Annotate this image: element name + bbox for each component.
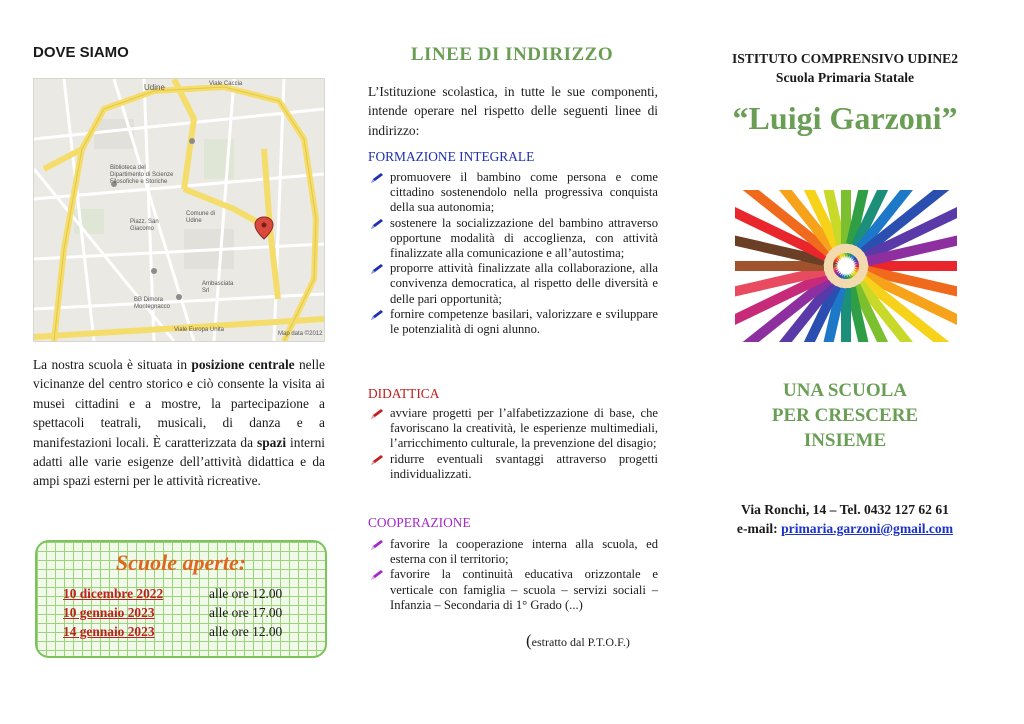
list-item-text: avviare progetti per l’alfabetizzazione di base, che favoriscano la creatività, le esperienze multimediali, l’arricchimento culturale, la prevenzione del disagio; bbox=[390, 406, 658, 451]
pencil-bullet-icon bbox=[370, 539, 384, 551]
slogan-line: INSIEME bbox=[803, 430, 887, 451]
address-phone: Via Ronchi, 14 – Tel. 0432 127 62 61 bbox=[741, 502, 949, 517]
ptof-footnote bbox=[526, 631, 630, 651]
map-label-via-europa: Viale Europa Unita bbox=[174, 327, 224, 333]
open-days-title: Scuole aperte: bbox=[115, 550, 247, 575]
guidelines-heading: LINEE DI INDIRIZZO bbox=[410, 44, 614, 65]
open-day-date: 10 dicembre 2022 bbox=[63, 586, 164, 601]
map-label-comune: Comune di Udine bbox=[186, 211, 216, 224]
intro-bold-2: spazi bbox=[257, 434, 287, 450]
pencil-bullet-icon bbox=[370, 263, 384, 275]
open-day-date: 10 gennaio 2023 bbox=[63, 605, 155, 620]
pencil-bullet-icon bbox=[370, 309, 384, 321]
map-label-piazza: Piazz. San Giacomo bbox=[130, 219, 159, 232]
list-item-text: proporre attività finalizzate alla collaborazione, alla convivenza democratica, al rispetto delle diversità e delle pari opportunità; bbox=[390, 261, 658, 306]
map-label-biblioteca: Biblioteca del Dipartimento di Scienze Filosofiche e Storiche bbox=[110, 165, 174, 185]
list-item-text: favorire la cooperazione interna alla scuola, ed esterna con il territorio; bbox=[390, 537, 658, 567]
guidelines-intro: L’Istituzione scolastica, in tutte le sue componenti, intende operare nel rispetto delle seguenti linee di indirizzo: bbox=[368, 84, 658, 138]
slogan bbox=[690, 378, 1000, 453]
intro-bold-1: posizione centrale bbox=[191, 357, 295, 372]
list-item-text: fornire competenze basilari, valorizzare e sviluppare le potenzialità di ogni alunno. bbox=[390, 306, 658, 337]
list-item-text: favorire la continuità educativa orizzontale e verticale con famiglia – scuola – servizi sociali – Infanzia – Secondaria di 1° Grado (...) bbox=[390, 567, 658, 612]
section-title-didattica: DIDATTICA bbox=[368, 386, 440, 401]
open-days-box bbox=[35, 540, 327, 658]
list-item bbox=[368, 261, 658, 307]
school-description bbox=[33, 355, 325, 491]
section-list-didattica bbox=[368, 406, 658, 482]
school-name: “Luigi Garzoni” bbox=[732, 100, 958, 136]
middle-panel bbox=[366, 0, 658, 724]
pencil-bullet-icon bbox=[370, 218, 384, 230]
list-item-text: ridurre eventuali svantaggi attraverso progetti individualizzati. bbox=[390, 451, 658, 481]
colored-pencils-image bbox=[735, 190, 957, 342]
right-panel bbox=[690, 0, 1000, 724]
pencil-bullet-icon bbox=[370, 454, 384, 466]
list-item bbox=[368, 406, 658, 452]
school-type: Scuola Primaria Statale bbox=[775, 70, 915, 85]
pencil-bullet-icon bbox=[370, 172, 384, 184]
list-item bbox=[368, 307, 658, 337]
institute-header bbox=[690, 49, 1000, 87]
open-day-row bbox=[63, 586, 282, 602]
left-panel bbox=[33, 0, 328, 724]
list-item-text: promuovere il bambino come persona e come cittadino sostenendolo nella progressiva conquista della sua autonomia; bbox=[390, 170, 658, 215]
footnote-text: estratto dal P.T.O.F.) bbox=[531, 635, 630, 649]
where-heading: DOVE SIAMO bbox=[33, 44, 129, 61]
location-map bbox=[33, 78, 325, 342]
list-item bbox=[368, 452, 658, 482]
email-line bbox=[690, 519, 1000, 538]
map-label-viale-caccia: Viale Caccia bbox=[209, 81, 243, 87]
map-label-bb: BB Dimora Montegnacco bbox=[134, 297, 171, 310]
slogan-line: UNA SCUOLA bbox=[782, 380, 908, 401]
list-item-text: sostenere la socializzazione del bambino attraverso opportune modalità di accoglienza, con attività finalizzate alla comunicazione e all’autostima; bbox=[390, 215, 658, 261]
pencil-bullet-icon bbox=[370, 408, 384, 420]
institute-name: ISTITUTO COMPRENSIVO UDINE2 bbox=[731, 51, 959, 66]
list-item bbox=[368, 567, 658, 613]
section-title-formazione: FORMAZIONE INTEGRALE bbox=[368, 149, 535, 164]
footnote-paren: ( bbox=[526, 631, 532, 650]
section-title-cooperazione: COOPERAZIONE bbox=[368, 515, 471, 530]
intro-text-3: interni adatti alle varie esigenze dell’attività didattica e da ampi spazi esterni per le attività ricreative. bbox=[33, 434, 325, 489]
open-day-time: alle ore 12.00 bbox=[209, 624, 283, 639]
intro-text-1: La nostra scuola è situata in bbox=[33, 357, 192, 372]
open-day-row bbox=[63, 624, 282, 640]
map-copyright: Map data ©2012 bbox=[278, 331, 323, 337]
pencils-illustration bbox=[735, 190, 957, 342]
open-day-date: 14 gennaio 2023 bbox=[63, 624, 155, 639]
email-link[interactable]: primaria.garzoni@gmail.com bbox=[781, 521, 954, 536]
map-label-ambasciata: Ambasciata Srl bbox=[202, 281, 234, 294]
pencil-bullet-icon bbox=[370, 569, 384, 581]
section-list-cooperazione bbox=[368, 537, 658, 613]
open-day-row bbox=[63, 605, 282, 621]
list-item bbox=[368, 537, 658, 567]
list-item bbox=[368, 216, 658, 262]
contact-info bbox=[690, 500, 1000, 538]
map-label-udine: Udine bbox=[144, 83, 165, 92]
slogan-line: PER CRESCERE bbox=[771, 405, 919, 426]
open-day-time: alle ore 17.00 bbox=[209, 605, 283, 620]
section-list-formazione bbox=[368, 170, 658, 337]
email-label: e-mail: bbox=[736, 521, 782, 536]
list-item bbox=[368, 170, 658, 216]
intro-text-2: nelle vicinanze del centro storico e ciò consente la visita ai musei cittadini e a mostre, la partecipazione a spettacoli teatrali, musicali, di danza e a manifestazioni locali. È caratterizzata da bbox=[33, 357, 325, 450]
open-day-time: alle ore 12.00 bbox=[209, 586, 283, 601]
